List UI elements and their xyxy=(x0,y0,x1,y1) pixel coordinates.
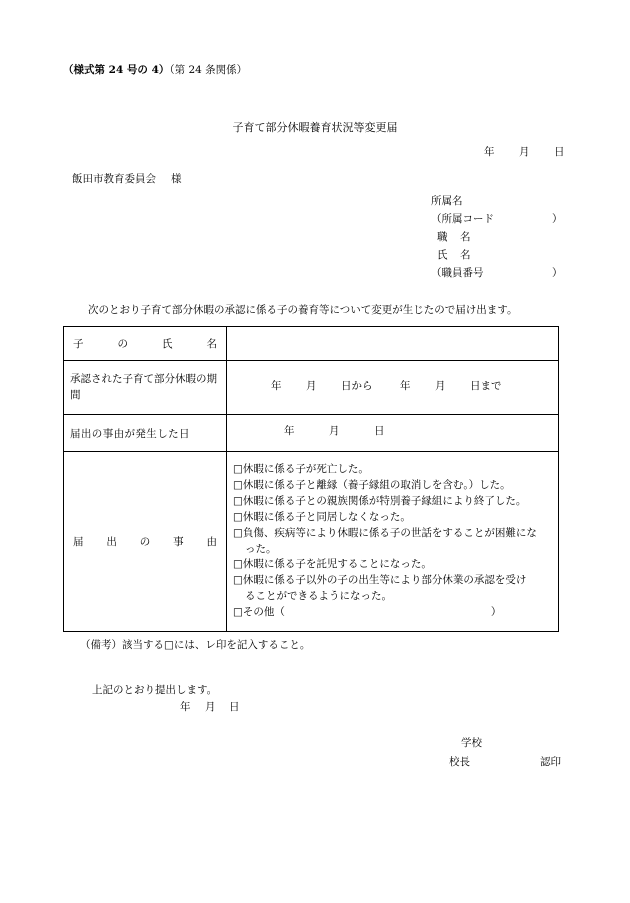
reason-item xyxy=(233,573,552,589)
label-char: 氏 xyxy=(162,338,173,350)
date-bottom-year: 年 xyxy=(180,701,191,713)
school-label: 学校 xyxy=(461,737,482,749)
date-top-month: 月 xyxy=(519,146,530,158)
affiliation-code-close: ） xyxy=(552,213,563,225)
form-number-main: （様式第 24 号の 4） xyxy=(63,64,170,76)
reason-text: 休暇に係る子と同居しなくなった。 xyxy=(242,510,411,523)
label-char: 事 xyxy=(173,536,184,548)
position-char-1: 職 xyxy=(437,231,448,243)
occurrence-day: 日 xyxy=(374,425,385,437)
checkbox[interactable]: □ xyxy=(233,478,243,491)
checkbox[interactable]: □ xyxy=(233,510,243,523)
occurrence-date-label: 届出の事由が発生した日 xyxy=(70,427,190,440)
approved-period-field[interactable] xyxy=(227,361,559,415)
label-char: 由 xyxy=(206,536,217,548)
reason-other-close: ） xyxy=(490,606,502,619)
period-end-month: 月 xyxy=(435,379,446,392)
reason-item xyxy=(233,510,552,526)
occurrence-date-field[interactable] xyxy=(227,415,559,452)
reason-text: 休暇に係る子が死亡した。 xyxy=(242,462,369,475)
reason-text: 休暇に係る子を託児することになった。 xyxy=(242,558,432,571)
child-name-field[interactable] xyxy=(227,327,559,361)
label-occurrence-date xyxy=(64,415,227,452)
note-text: （備考）該当する□には、レ印を記入すること。 xyxy=(80,639,311,651)
intro-text: 次のとおり子育て部分休暇の承認に係る子の養育等について変更が生じたので届け出ます。 xyxy=(88,304,518,316)
staff-no-open: （職員番号 xyxy=(431,267,484,279)
affiliation-code-open: （所属コード xyxy=(431,213,494,225)
reason-item xyxy=(233,526,552,542)
label-char: 名 xyxy=(206,338,217,350)
checkbox[interactable]: □ xyxy=(233,606,243,619)
checkbox[interactable]: □ xyxy=(233,558,243,571)
principal-label: 校長 xyxy=(449,756,470,768)
period-end-day: 日まで xyxy=(470,379,502,392)
addressee-name: 飯田市教育委員会 xyxy=(72,173,156,185)
affiliation-label: 所属名 xyxy=(431,195,463,207)
seal-label: 認印 xyxy=(540,756,561,768)
row-child-name xyxy=(64,327,559,361)
label-approved-period xyxy=(64,361,227,415)
reason-item xyxy=(233,494,552,510)
submission-text: 上記のとおり提出します。 xyxy=(92,684,218,696)
occurrence-month: 月 xyxy=(329,425,340,437)
notification-table xyxy=(63,326,559,632)
addressee-honorific: 様 xyxy=(171,173,182,185)
date-bottom-day: 日 xyxy=(229,701,240,713)
checkbox[interactable]: □ xyxy=(233,526,243,539)
period-start-year: 年 xyxy=(271,379,282,392)
name-char-1: 氏 xyxy=(437,249,448,261)
addressee xyxy=(72,173,182,187)
label-char: の xyxy=(117,338,128,350)
label-char: の xyxy=(139,536,151,548)
label-reasons xyxy=(64,452,227,632)
reason-item xyxy=(233,557,552,573)
period-start-month: 月 xyxy=(306,379,317,392)
occurrence-year: 年 xyxy=(284,425,295,437)
period-end-year: 年 xyxy=(400,379,411,392)
row-reasons xyxy=(64,452,559,632)
checkbox[interactable]: □ xyxy=(233,462,243,475)
label-char: 届 xyxy=(73,536,84,548)
date-bottom-month: 月 xyxy=(205,701,216,713)
form-article: （第 24 条関係） xyxy=(169,64,248,76)
reason-text: 負傷、疾病等により休暇に係る子の世話をすることが困難にな xyxy=(242,526,537,539)
label-child-name xyxy=(64,327,227,361)
reason-continuation: ることができるようになった。 xyxy=(245,590,392,603)
staff-no-close: ） xyxy=(552,267,563,279)
approved-period-label: 承認された子育て部分休暇の期間 xyxy=(70,373,217,401)
date-top-day: 日 xyxy=(554,146,565,158)
reason-other-open: その他（ xyxy=(242,606,285,619)
row-occurrence-date xyxy=(64,415,559,452)
reasons-field xyxy=(227,452,559,632)
checkbox[interactable]: □ xyxy=(233,494,243,507)
reason-item xyxy=(233,478,552,494)
name-char-2: 名 xyxy=(460,249,471,261)
reason-text: 休暇に係る子以外の子の出生等により部分休業の承認を受け xyxy=(242,574,527,587)
checkbox[interactable]: □ xyxy=(233,574,243,587)
label-char: 出 xyxy=(106,536,117,548)
reason-text: 休暇に係る子と離縁（養子縁組の取消しを含む。）した。 xyxy=(242,478,511,491)
reason-list xyxy=(227,458,558,626)
date-top-year: 年 xyxy=(484,146,495,158)
reason-item-other xyxy=(233,605,552,621)
period-start-day: 日から xyxy=(341,379,373,392)
reason-item xyxy=(233,462,552,478)
reason-text: 休暇に係る子との親族関係が特別養子縁組により終了した。 xyxy=(242,494,527,507)
document-title: 子育て部分休暇養育状況等変更届 xyxy=(232,121,398,134)
row-approved-period xyxy=(64,361,559,415)
position-char-2: 名 xyxy=(460,231,471,243)
form-number xyxy=(63,64,247,78)
label-char: 子 xyxy=(73,338,84,350)
reason-continuation: った。 xyxy=(245,542,277,555)
